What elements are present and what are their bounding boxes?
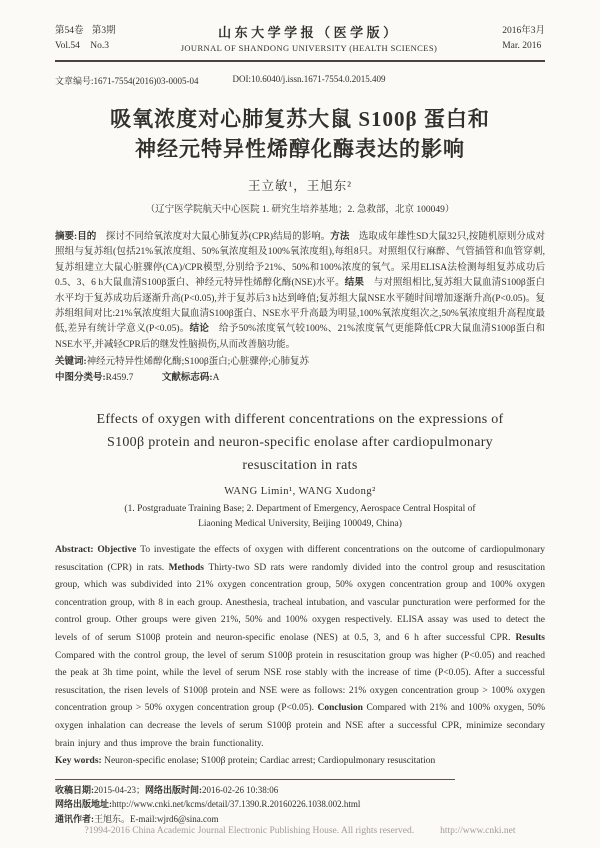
authors-en: WANG Limin¹, WANG Xudong² bbox=[224, 486, 376, 498]
article-title-en-line3: resuscitation in rats bbox=[242, 458, 358, 474]
issue-date-en: Mar. 2016 bbox=[502, 41, 542, 51]
abstract-cn: 摘要:目的 探讨不同给氧浓度对大鼠心肺复苏(CPR)结局的影响。方法 选取成年雄性SD大鼠32只,按随机原则分成对照组与复苏组(包括21%氧浓度组、50%氧浓度组及100%氧浓度组),每组8只。对照组仅行麻醉、气管插管和血管穿刺,复苏组建立大鼠心脏骤停(CA)/CPR模型,分别给予21%、50%和100%浓度的氧气。采用ELISA法检测每组复苏成功后0.5、3、6 h大鼠血清S100β蛋白、神经元特异性烯醇化酶(NSE)水平。结果 与对照组相比,复苏组大鼠血清S100β蛋白水平均于复苏成功后逐渐升高(P<0.05),并于复苏后3 h达到峰值;复苏组大鼠NSE水平随时间增加逐渐升高(P<0.05)。复苏组组间对比:21%氧浓度组大鼠血清S100β蛋白、NSE水平升高最为明显,100%氧浓度组次之,50%氧浓度组升高程度最低,差异有统计学意义(P<0.05)。结论 给予50%浓度氧气较100%、21%浓度氧气更能降低CPR大鼠血清S100β蛋白和NSE水平,并减轻CPR后的继发性脑损伤,从而改善脑功能。 bbox=[55, 232, 545, 350]
article-title-cn-line1: 吸氧浓度对心肺复苏大鼠 S100β 蛋白和 bbox=[110, 107, 490, 131]
online-publish-url-line: 网络出版地址:http://www.cnki.net/kcms/detail/37.1390.R.20160226.1038.002.html bbox=[55, 799, 361, 810]
issue-date-block bbox=[502, 24, 545, 54]
article-meta bbox=[55, 74, 545, 87]
issue-date-cn: 2016年3月 bbox=[502, 26, 545, 36]
keywords-cn: 关键词:神经元特异性烯醇化酶;S100β蛋白;心脏骤停;心肺复苏 bbox=[55, 357, 309, 368]
article-title-en bbox=[55, 408, 545, 477]
watermark-text: ?1994-2016 China Academic Journal Electronic Publishing House. All rights reserved. bbox=[84, 826, 415, 836]
journal-header bbox=[55, 24, 545, 55]
affiliation-cn: （辽宁医学院航天中心医院 1. 研究生培养基地；2. 急救部，北京 100049） bbox=[145, 205, 455, 215]
volume-issue-en: Vol.54 No.3 bbox=[55, 41, 110, 51]
volume-issue-cn: 第54卷 第3期 bbox=[55, 26, 116, 36]
article-title-cn bbox=[55, 104, 545, 164]
header-divider bbox=[55, 60, 545, 62]
affiliation-en bbox=[55, 502, 545, 531]
keywords-en: Key words: Neuron-specific enolase; S100β protein; Cardiac arrest; Cardiopulmonary resuscitation bbox=[55, 756, 436, 767]
clc-number-line: 中图分类号:R459.7 文献标志码:A bbox=[55, 372, 220, 383]
footnotes bbox=[55, 783, 545, 827]
volume-issue-block bbox=[55, 24, 116, 54]
article-title-cn-line2: 神经元特异性烯醇化酶表达的影响 bbox=[135, 137, 465, 161]
cnki-watermark bbox=[0, 826, 600, 836]
article-title-en-line2: S100β protein and neuron-specific enolase after cardiopulmonary bbox=[106, 435, 493, 451]
article-number: 文章编号:1671-7554(2016)03-0005-04 bbox=[55, 76, 199, 86]
journal-name-block bbox=[116, 24, 503, 55]
journal-name-cn: 山东大学学报（医学版） bbox=[218, 25, 400, 40]
doi: DOI:10.6040/j.issn.1671-7554.0.2015.409 bbox=[232, 74, 386, 84]
affiliation-en-line1: (1. Postgraduate Training Base; 2. Department of Emergency, Aerospace Central Hospital of bbox=[124, 504, 476, 515]
authors-cn: 王立敏¹，王旭东² bbox=[248, 179, 352, 193]
watermark-url: http://www.cnki.net bbox=[440, 826, 516, 836]
corresponding-author-line: 通讯作者:王旭东。E-mail:wjrd6@sina.com bbox=[55, 813, 219, 824]
affiliation-en-line2: Liaoning Medical University, Beijing 100049, China) bbox=[198, 518, 402, 529]
abstract-en: Abstract: Objective To investigate the effects of oxygen with different concentrations on the outcome of cardiopulmonary resuscitation (CPR) in rats. Methods Thirty-two SD rats were randomly divided into the control group and resuscitation group, which was subdivided into 21% oxygen concentration group, 50% oxygen concentration group and 100% oxygen concentration group, with 8 in each group. Anesthesia, tracheal intubation, and vascular puncturation were performed for the control group. Other groups were given 21%, 50% and 100% oxygen respectively. ELISA assay was used to detect the levels of of serum S100β protein and neuron-specific enolase (NES) at 0.5, 3, and 6 h after successful CPR. Results Compared with the control group, the level of serum S100β protein in resuscitation group was higher (P<0.05) and reached the peak at 3h time point, while the level of serum NSE rose stably with the increase of time (P<0.05). After a successful resuscitation, the risen levels of S100β protein and NSE were as follows: 21% oxygen concentration group > 100% oxygen concentration group > 50% oxygen concentration group (P<0.05). Conclusion Compared with 21% and 100% oxygen, 50% oxygen inhalation can decrease the levels of serum S100β protein and NSE after a successful CPR, minimize secondary brain injury and thus improve the brain functionality. bbox=[55, 545, 546, 749]
footnote-divider bbox=[55, 779, 455, 780]
article-title-en-line1: Effects of oxygen with different concentrations on the expressions of bbox=[96, 412, 504, 428]
journal-name-en: JOURNAL OF SHANDONG UNIVERSITY (HEALTH SCIENCES) bbox=[180, 43, 438, 53]
received-date-line: 收稿日期:2015-04-23；网络出版时间:2016-02-26 10:38:06 bbox=[55, 784, 279, 795]
